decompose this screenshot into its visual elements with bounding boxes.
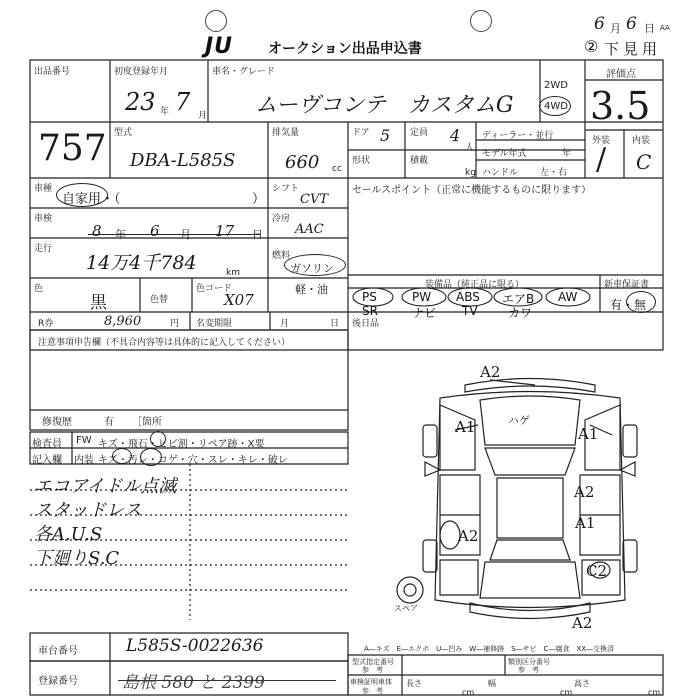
eval-score: 3.5 <box>590 84 651 128</box>
handle-lr: 左・右 <box>540 168 568 178</box>
private-paren-close: ） <box>252 192 266 207</box>
remark-line-4: 下廻りS.C <box>34 548 120 569</box>
r-ticket-value: 8,960 <box>104 314 142 329</box>
car-type-label: 車種 <box>34 184 53 194</box>
equip-ps: PS <box>362 290 377 304</box>
car-name-grade: ムーヴコンテ カスタムG <box>255 93 514 118</box>
entry-label: 記入欄 <box>32 455 62 466</box>
door-label: ドア <box>352 128 370 138</box>
new-car-cert-yes-no: 有・無 <box>610 298 647 312</box>
damage-left-front: A1 <box>455 418 476 436</box>
name-change-day: 日 <box>330 319 340 329</box>
r-ticket-label: R券 <box>38 319 54 329</box>
kg-label: kg <box>465 168 476 178</box>
repair-yes: 有 <box>104 417 114 428</box>
car-name-label: 車名・グレード <box>212 67 276 77</box>
category-no-label: 類別区分番号 <box>508 658 550 666</box>
interior-label: 内装 <box>632 136 651 146</box>
capacity-label: 定員 <box>410 128 429 138</box>
inspection-year-unit: 年 <box>115 228 126 241</box>
doors-value: 5 <box>380 126 391 145</box>
light-oil-label: 軽・油 <box>295 283 328 296</box>
yen-label: 円 <box>170 319 180 329</box>
remark-line-2: スタッドレス <box>34 500 142 521</box>
length-label: 長さ <box>406 679 422 688</box>
length-cm: cm <box>462 688 475 697</box>
dealer-import-label: ディーラー・並行 <box>482 131 554 141</box>
new-car-cert-label: 新車保証書 <box>604 280 650 290</box>
cc-label: cc <box>332 164 342 174</box>
type-designation-label: 型式指定番号 <box>352 658 394 666</box>
type-designation-ref: 参 考 <box>362 666 383 674</box>
4wd-label: 4WD <box>544 101 568 112</box>
color-change-label: 色替 <box>150 295 169 305</box>
load-label: 積載 <box>410 156 429 166</box>
color-label: 色 <box>34 284 44 294</box>
cert-ref-label: 車検証明車体 <box>350 678 392 686</box>
preview-label: 下見用 <box>604 40 662 58</box>
interior-short-label: 内装 <box>74 455 94 466</box>
damage-rear: A2 <box>572 614 593 632</box>
model-code: DBA-L585S <box>130 150 236 171</box>
displacement-value: 660 <box>285 152 320 173</box>
name-change-month: 月 <box>280 319 290 329</box>
stone-circle <box>150 431 166 447</box>
reg-number-strike <box>118 680 336 681</box>
equip-tv: TV <box>462 304 478 318</box>
4wd-circle <box>539 96 571 116</box>
after-sale-label: 後日品 <box>352 319 380 329</box>
equip-abs: ABS <box>456 290 480 304</box>
equip-navi: ナビ <box>412 306 437 320</box>
equip-sr: SR <box>362 304 378 318</box>
model-label: 型式 <box>114 128 133 138</box>
color-code-value: X07 <box>224 291 254 309</box>
width-cm: cm <box>560 688 573 697</box>
damage-right-front: A1 <box>578 425 599 443</box>
cooling-value: AAC <box>295 222 324 237</box>
damage-right-rear: A1 <box>575 514 596 532</box>
reg-no-label: 登録番号 <box>38 676 78 687</box>
chassis-number: L585S-0022636 <box>126 636 264 656</box>
damage-left-rear: A2 <box>458 527 479 545</box>
sales-point-label: セールスポイント（正常に機能するものに限ります） <box>352 185 592 196</box>
equip-airbag: エアB <box>502 292 535 306</box>
remark-line-3: 各A.U.S <box>34 524 103 545</box>
inspection-month-unit: 月 <box>180 228 191 241</box>
first-reg-label: 初度登録年月 <box>114 67 169 77</box>
handle-label: ハンドル <box>482 168 519 178</box>
notes-title: 注意事項申告欄（不具合内容等は具体的に記入してください） <box>38 338 291 348</box>
fw-label: FW <box>76 435 92 446</box>
repair-history-label: 修復歴 <box>42 417 72 428</box>
repair-place: ［箇所 <box>132 417 162 428</box>
first-reg-month-unit: 月 <box>198 111 208 121</box>
first-reg-year-unit: 年 <box>160 107 170 117</box>
name-change-label: 名変期限 <box>196 319 233 329</box>
eval-label: 評価点 <box>606 69 636 80</box>
cert-circle <box>626 291 656 313</box>
shift-label: シフト <box>272 184 300 194</box>
chassis-label: 車台番号 <box>38 646 78 657</box>
fuel-circle <box>284 254 346 276</box>
color-code-label: 色コード <box>196 284 233 294</box>
circled-number: ② <box>584 37 599 56</box>
exterior-grade: / <box>596 142 607 177</box>
damage-rear-corner: C2 <box>586 562 608 580</box>
fuel-value: ガソリン <box>290 262 334 275</box>
width-label: 幅 <box>488 679 496 688</box>
inspection-day: 17 <box>215 222 235 240</box>
shift-value: CVT <box>300 192 329 207</box>
cooling-label: 冷房 <box>272 214 291 224</box>
damage-legend: A―キズ E―エクボ U―凹み W―補修跡 S―サビ C―腐食 XX―交換済 <box>364 645 615 653</box>
person-label: 人 <box>465 143 475 153</box>
inspection-label: 車検 <box>34 214 53 224</box>
inspection-strike <box>88 234 260 235</box>
model-year-unit: 年 <box>562 149 572 159</box>
inspection-month: 6 <box>150 222 160 240</box>
mileage-label: 走行 <box>34 244 53 254</box>
equip-kawa: カワ <box>508 306 533 320</box>
date-month: 6 <box>594 14 605 34</box>
kizu-circle <box>112 448 132 464</box>
category-no-ref: 参 考 <box>518 666 539 674</box>
height-cm: cm <box>648 688 661 697</box>
day-label: 日 <box>644 22 655 35</box>
private-label: 自家用・（ <box>62 192 121 207</box>
reg-number: 島根 580 と 2399 <box>122 673 265 693</box>
interior-items: キズ・汚レ・コゲ・穴・スレ・キレ・破レ <box>98 455 288 466</box>
inspector-label: 検査員 <box>32 439 62 450</box>
ju-logo: JU <box>205 34 234 59</box>
exterior-label: 外装 <box>592 136 611 146</box>
height-label: 高さ <box>574 679 590 688</box>
lot-number: 757 <box>38 128 107 169</box>
equipment-label: 装備品（純正品に限る） <box>425 280 525 290</box>
displacement-label: 排気量 <box>272 128 300 138</box>
damage-right-mid: A2 <box>574 483 595 501</box>
mileage-value: 14万4千784 <box>86 252 197 274</box>
interior-grade: C <box>636 150 652 174</box>
damage-hood-note: ハゲ <box>508 414 530 427</box>
spare-label: スペア <box>394 604 418 613</box>
first-reg-month: 7 <box>175 88 191 116</box>
inspection-day-unit: 日 <box>252 228 263 241</box>
damage-front: A2 <box>480 363 501 381</box>
equip-pw: PW <box>412 290 432 304</box>
fw-items: キズ・飛石・ヒビ割・リペア跡・X要 <box>98 439 265 450</box>
2wd-label: 2WD <box>544 80 568 91</box>
dirt-circle <box>140 448 162 466</box>
inspection-year: 8 <box>92 222 102 240</box>
color-value: 黒 <box>90 293 107 313</box>
form-title: オークション出品申込書 <box>268 41 422 57</box>
fuel-label: 燃料 <box>272 251 291 261</box>
km-label: km <box>226 268 240 278</box>
aa-label: AA <box>660 24 670 32</box>
month-label: 月 <box>610 22 621 35</box>
seats-value: 4 <box>450 126 461 145</box>
cert-ref-ref: 参 考 <box>362 687 383 695</box>
equip-aw: AW <box>558 290 578 304</box>
car-type-circle <box>56 183 108 207</box>
first-reg-year: 23 <box>125 88 156 116</box>
date-day: 6 <box>626 14 637 34</box>
lot-no-label: 出品番号 <box>34 67 71 77</box>
remark-line-1: エコアイドル点滅 <box>34 476 177 497</box>
model-year-label: モデル年式 <box>482 149 527 159</box>
shape-label: 形状 <box>352 156 371 166</box>
